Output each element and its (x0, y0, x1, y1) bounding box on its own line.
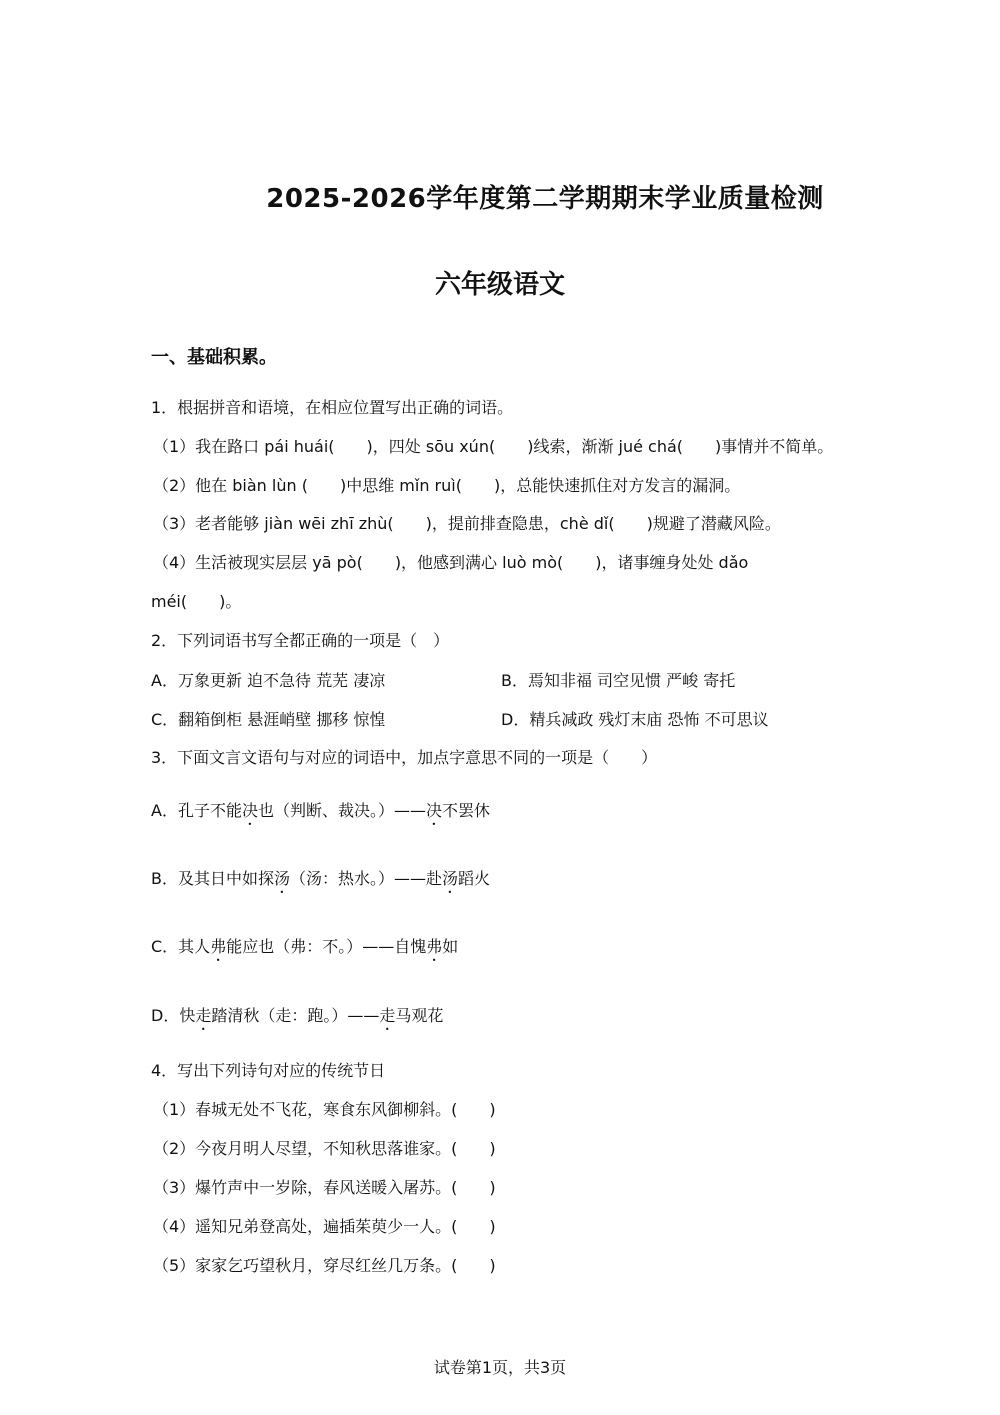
q3-option-c (151, 937, 458, 965)
q3-option-b-mid: （汤：热水。）——赴 (290, 869, 443, 888)
q3-option-a-mid: 也（判断、裁决。）—— (257, 801, 426, 820)
q3-option-d-dotted-char-2: 走 (379, 1006, 396, 1025)
q1-item-4-cont: méi( )。 (151, 592, 242, 611)
q2-stem: 2．下列词语书写全都正确的一项是（ ） (151, 631, 450, 650)
q2-option-c: C．翻箱倒柜 悬涯峭壁 挪移 惊惶 (151, 710, 386, 729)
q3-option-b (151, 869, 490, 897)
q3-option-a-dotted-char: 决 (241, 801, 258, 820)
q3-option-b-dotted-char: 汤 (273, 869, 290, 888)
q3-option-b-dotted-char-2: 汤 (442, 869, 459, 888)
q3-option-d-dotted-char: 走 (195, 1006, 212, 1025)
q4-item-5: （5）家家乞巧望秋月，穿尽红丝几万条。( ) (153, 1256, 496, 1275)
section-heading: 一、基础积累。 (151, 347, 277, 368)
q4-item-2: （2）今夜月明人尽望，不知秋思落谁家。( ) (153, 1139, 496, 1158)
exam-subtitle: 六年级语文 (434, 270, 565, 300)
q3-option-c-post: 如 (442, 937, 459, 956)
q3-option-a-post: 不罢休 (442, 801, 491, 820)
q4-item-1: （1）春城无处不飞花，寒食东风御柳斜。( ) (153, 1100, 496, 1119)
q2-option-b: B．焉知非福 司空见惯 严峻 寄托 (501, 671, 736, 690)
q3-option-b-pre: B．及其日中如探 (151, 869, 274, 888)
q4-item-4: （4）遥知兄弟登高处，遍插茱萸少一人。( ) (153, 1217, 496, 1236)
q3-option-c-dotted-char-2: 弗 (426, 937, 443, 956)
q3-option-c-mid: 能应也（弗：不。）——自愧 (226, 937, 427, 956)
q2-option-a: A．万象更新 迫不急待 荒芜 凄凉 (151, 671, 386, 690)
q3-option-a-dotted-char-2: 决 (425, 801, 442, 820)
q3-stem: 3．下面文言文语句与对应的词语中，加点字意思不同的一项是（ ） (151, 748, 658, 767)
q1-stem: 1．根据拼音和语境，在相应位置写出正确的词语。 (151, 398, 514, 417)
exam-title: 2025-2026学年度第二学期期末学业质量检测 (266, 184, 824, 214)
q1-item-4: （4）生活被现实层层 yā pò( )，他感到满心 luò mò( )，诸事缠身处处 dǎo (153, 553, 749, 572)
q3-option-a (151, 801, 490, 829)
q3-option-a-pre: A．孔子不能 (151, 801, 242, 820)
q3-option-d-pre: D．快 (151, 1006, 196, 1025)
q1-item-2: （2）他在 biàn lùn ( )中思维 mǐn ruì( )，总能快速抓住对方发言的漏洞。 (153, 476, 741, 495)
q3-option-d (151, 1006, 443, 1034)
q3-option-c-pre: C．其人 (151, 937, 211, 956)
q2-option-d: D．精兵减政 残灯末庙 恐怖 不可思议 (501, 710, 769, 729)
q4-item-3: （3）爆竹声中一岁除，春风送暖入屠苏。( ) (153, 1178, 496, 1197)
q1-item-1: （1）我在路口 pái huái( )，四处 sōu xún( )线索，渐渐 jué chá( )事情并不简单。 (153, 437, 834, 456)
q3-option-d-post: 马观花 (395, 1006, 444, 1025)
q3-option-d-mid: 踏清秋（走：跑。）—— (211, 1006, 380, 1025)
q4-stem: 4．写出下列诗句对应的传统节日 (151, 1061, 386, 1080)
q3-option-b-post: 蹈火 (458, 869, 491, 888)
q1-item-3: （3）老者能够 jiàn wēi zhī zhù( )，提前排查隐患，chè dǐ( )规避了潜藏风险。 (153, 514, 781, 533)
page-footer: 试卷第1页，共3页 (433, 1358, 567, 1377)
q3-option-c-dotted-char: 弗 (210, 937, 227, 956)
